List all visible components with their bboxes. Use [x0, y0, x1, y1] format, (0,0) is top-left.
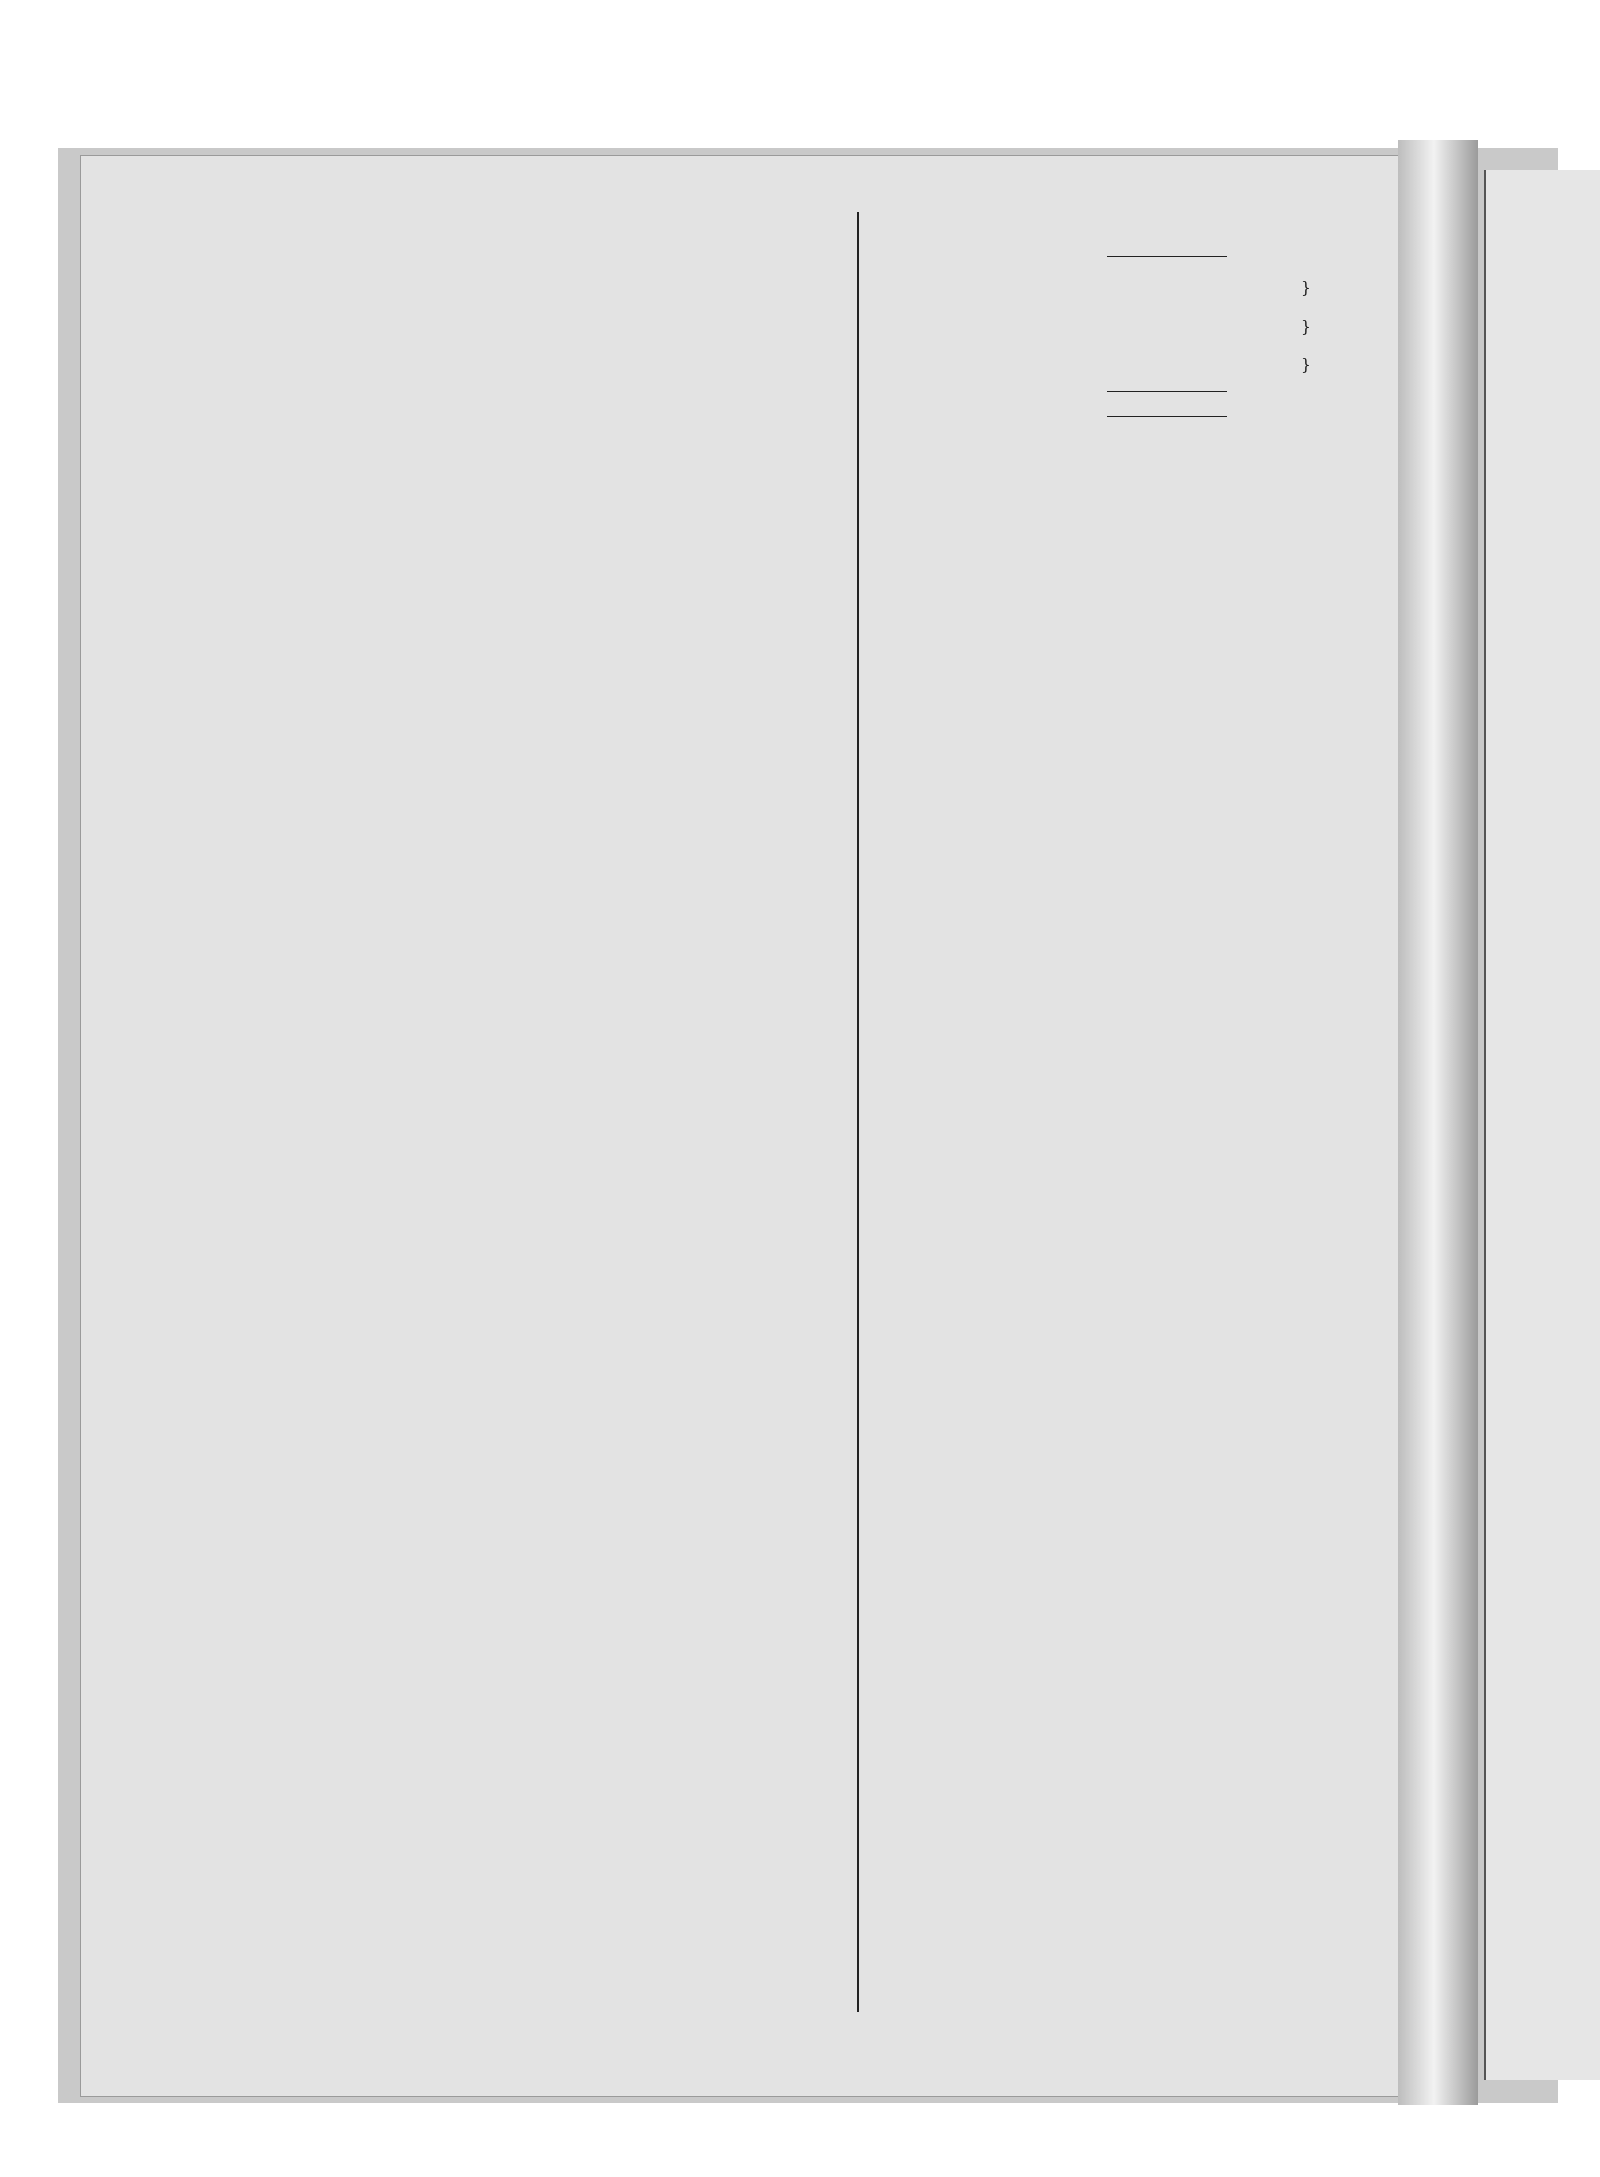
adjacent-page [1484, 170, 1600, 2080]
right-column [861, 236, 1473, 423]
column-divider [857, 212, 859, 2012]
side-label [0, 1327, 44, 1887]
book-gutter [1398, 140, 1478, 2105]
left-column [168, 236, 853, 244]
kostkinder-group: } [1301, 317, 1311, 336]
rule [1107, 391, 1227, 392]
kostkinder-group: } [1301, 279, 1311, 297]
kostkinder-group: } [1301, 356, 1311, 375]
document-page [80, 155, 1477, 2097]
rule [1107, 256, 1227, 257]
rule [1107, 416, 1227, 417]
kostkinder-table [861, 269, 1473, 385]
